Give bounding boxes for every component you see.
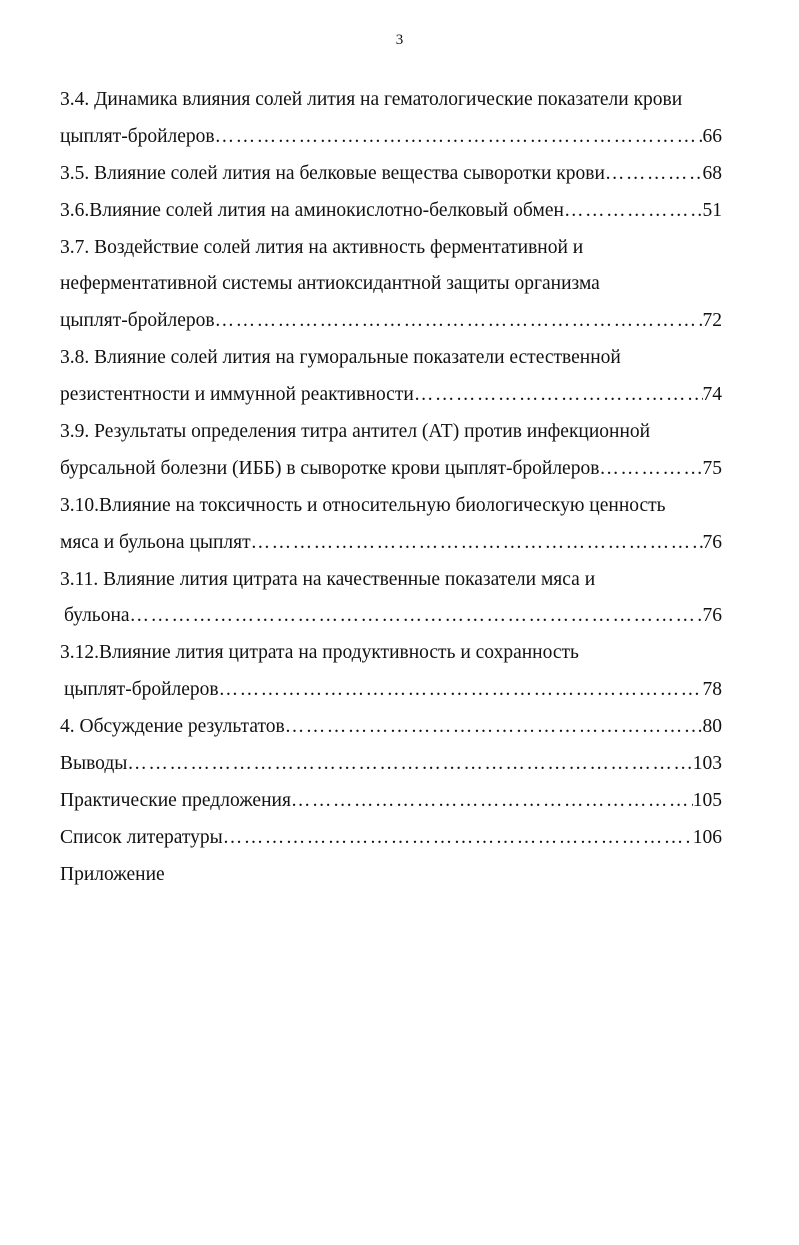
toc-entry-text: мяса и бульона цыплят <box>60 531 251 553</box>
toc-entry-3-11-line-2 <box>60 598 722 635</box>
table-of-contents <box>60 82 722 894</box>
toc-entry-3-8-line-2 <box>60 377 722 414</box>
toc-entry-text: 3.6.Влияние солей лития на аминокислотно-белковый обмен <box>60 199 564 221</box>
toc-page-number: 76 <box>702 531 722 553</box>
dot-leader <box>223 820 693 857</box>
toc-entry-text: цыплят-бройлеров <box>64 679 219 701</box>
toc-entry-text: 3.7. Воздействие солей лития на активность ферментативной и <box>60 236 584 258</box>
toc-page-number: 106 <box>692 826 722 848</box>
toc-entry-3-10-line-1 <box>60 488 722 525</box>
toc-entry-3-7-line-1 <box>60 230 722 267</box>
toc-entry-text: Практические предложения <box>60 789 291 811</box>
dot-leader <box>605 156 703 193</box>
toc-page-number: 75 <box>702 457 722 479</box>
dot-leader <box>215 119 703 156</box>
toc-entry-text: неферментативной системы антиоксидантной защиты организма <box>60 273 600 295</box>
toc-entry-3-6 <box>60 193 722 230</box>
toc-entry-text: Выводы <box>60 753 128 775</box>
toc-entry-3-12-line-1 <box>60 635 722 672</box>
toc-entry-text: цыплят-бройлеров <box>60 310 215 332</box>
toc-page-number: 66 <box>702 125 722 147</box>
toc-entry-4 <box>60 709 722 746</box>
toc-entry-text: 3.12.Влияние лития цитрата на продуктивность и сохранность <box>60 642 579 664</box>
toc-entry-text: резистентности и иммунной реактивности <box>60 384 414 406</box>
toc-entry-practical-proposals <box>60 783 722 820</box>
toc-entry-conclusions <box>60 746 722 783</box>
toc-entry-text: 3.8. Влияние солей лития на гуморальные показатели естественной <box>60 347 621 369</box>
toc-page-number: 72 <box>702 310 722 332</box>
toc-entry-3-5 <box>60 156 722 193</box>
toc-entry-3-7-line-2 <box>60 266 722 303</box>
dot-leader <box>285 709 703 746</box>
toc-entry-references <box>60 820 722 857</box>
dot-leader <box>291 783 693 820</box>
toc-entry-3-9-line-2 <box>60 451 722 488</box>
toc-page-number: 51 <box>702 199 722 221</box>
toc-entry-3-8-line-1 <box>60 340 722 377</box>
toc-entry-text: 3.5. Влияние солей лития на белковые вещества сыворотки крови <box>60 162 605 184</box>
toc-page-number: 103 <box>692 753 722 775</box>
toc-page-number: 80 <box>702 716 722 738</box>
toc-entry-3-4-line-1 <box>60 82 722 119</box>
toc-page-number: 74 <box>702 384 722 406</box>
dot-leader <box>130 598 703 635</box>
toc-entry-text: 3.9. Результаты определения титра антител (АТ) против инфекционной <box>60 421 651 443</box>
toc-entry-text: бульона <box>64 605 130 627</box>
toc-page-number: 105 <box>692 789 722 811</box>
toc-entry-text: бурсальной болезни (ИББ) в сыворотке крови цыплят-бройлеров <box>60 457 600 479</box>
toc-page-number: 76 <box>702 605 722 627</box>
toc-entry-text: 3.4. Динамика влияния солей лития на гематологические показатели крови <box>60 89 683 110</box>
toc-page-number: 78 <box>702 679 722 701</box>
dot-leader <box>127 746 692 783</box>
toc-entry-3-11-line-1 <box>60 562 722 599</box>
toc-entry-text: Список литературы <box>60 826 223 848</box>
toc-entry-text: 3.11. Влияние лития цитрата на качественные показатели мяса и <box>60 568 596 590</box>
toc-page-number: 68 <box>702 162 722 184</box>
toc-entry-text: цыплят-бройлеров <box>60 125 215 147</box>
toc-entry-3-7-line-3 <box>60 303 722 340</box>
toc-entry-3-12-line-2 <box>60 672 722 709</box>
toc-entry-text: Приложение <box>60 863 165 885</box>
dot-leader <box>251 525 703 562</box>
toc-entry-text: 3.10.Влияние на токсичность и относительную биологическую ценность <box>60 494 666 516</box>
dot-leader <box>414 377 703 414</box>
toc-entry-3-9-line-1 <box>60 414 722 451</box>
toc-entry-3-4-line-2 <box>60 119 722 156</box>
page-number: 3 <box>395 32 404 48</box>
dot-leader <box>564 193 703 230</box>
dot-leader <box>219 672 703 709</box>
dot-leader <box>599 451 702 488</box>
toc-entry-appendix <box>60 857 722 894</box>
toc-entry-3-10-line-2 <box>60 525 722 562</box>
toc-entry-text: 4. Обсуждение результатов <box>60 716 285 738</box>
dot-leader <box>215 303 703 340</box>
